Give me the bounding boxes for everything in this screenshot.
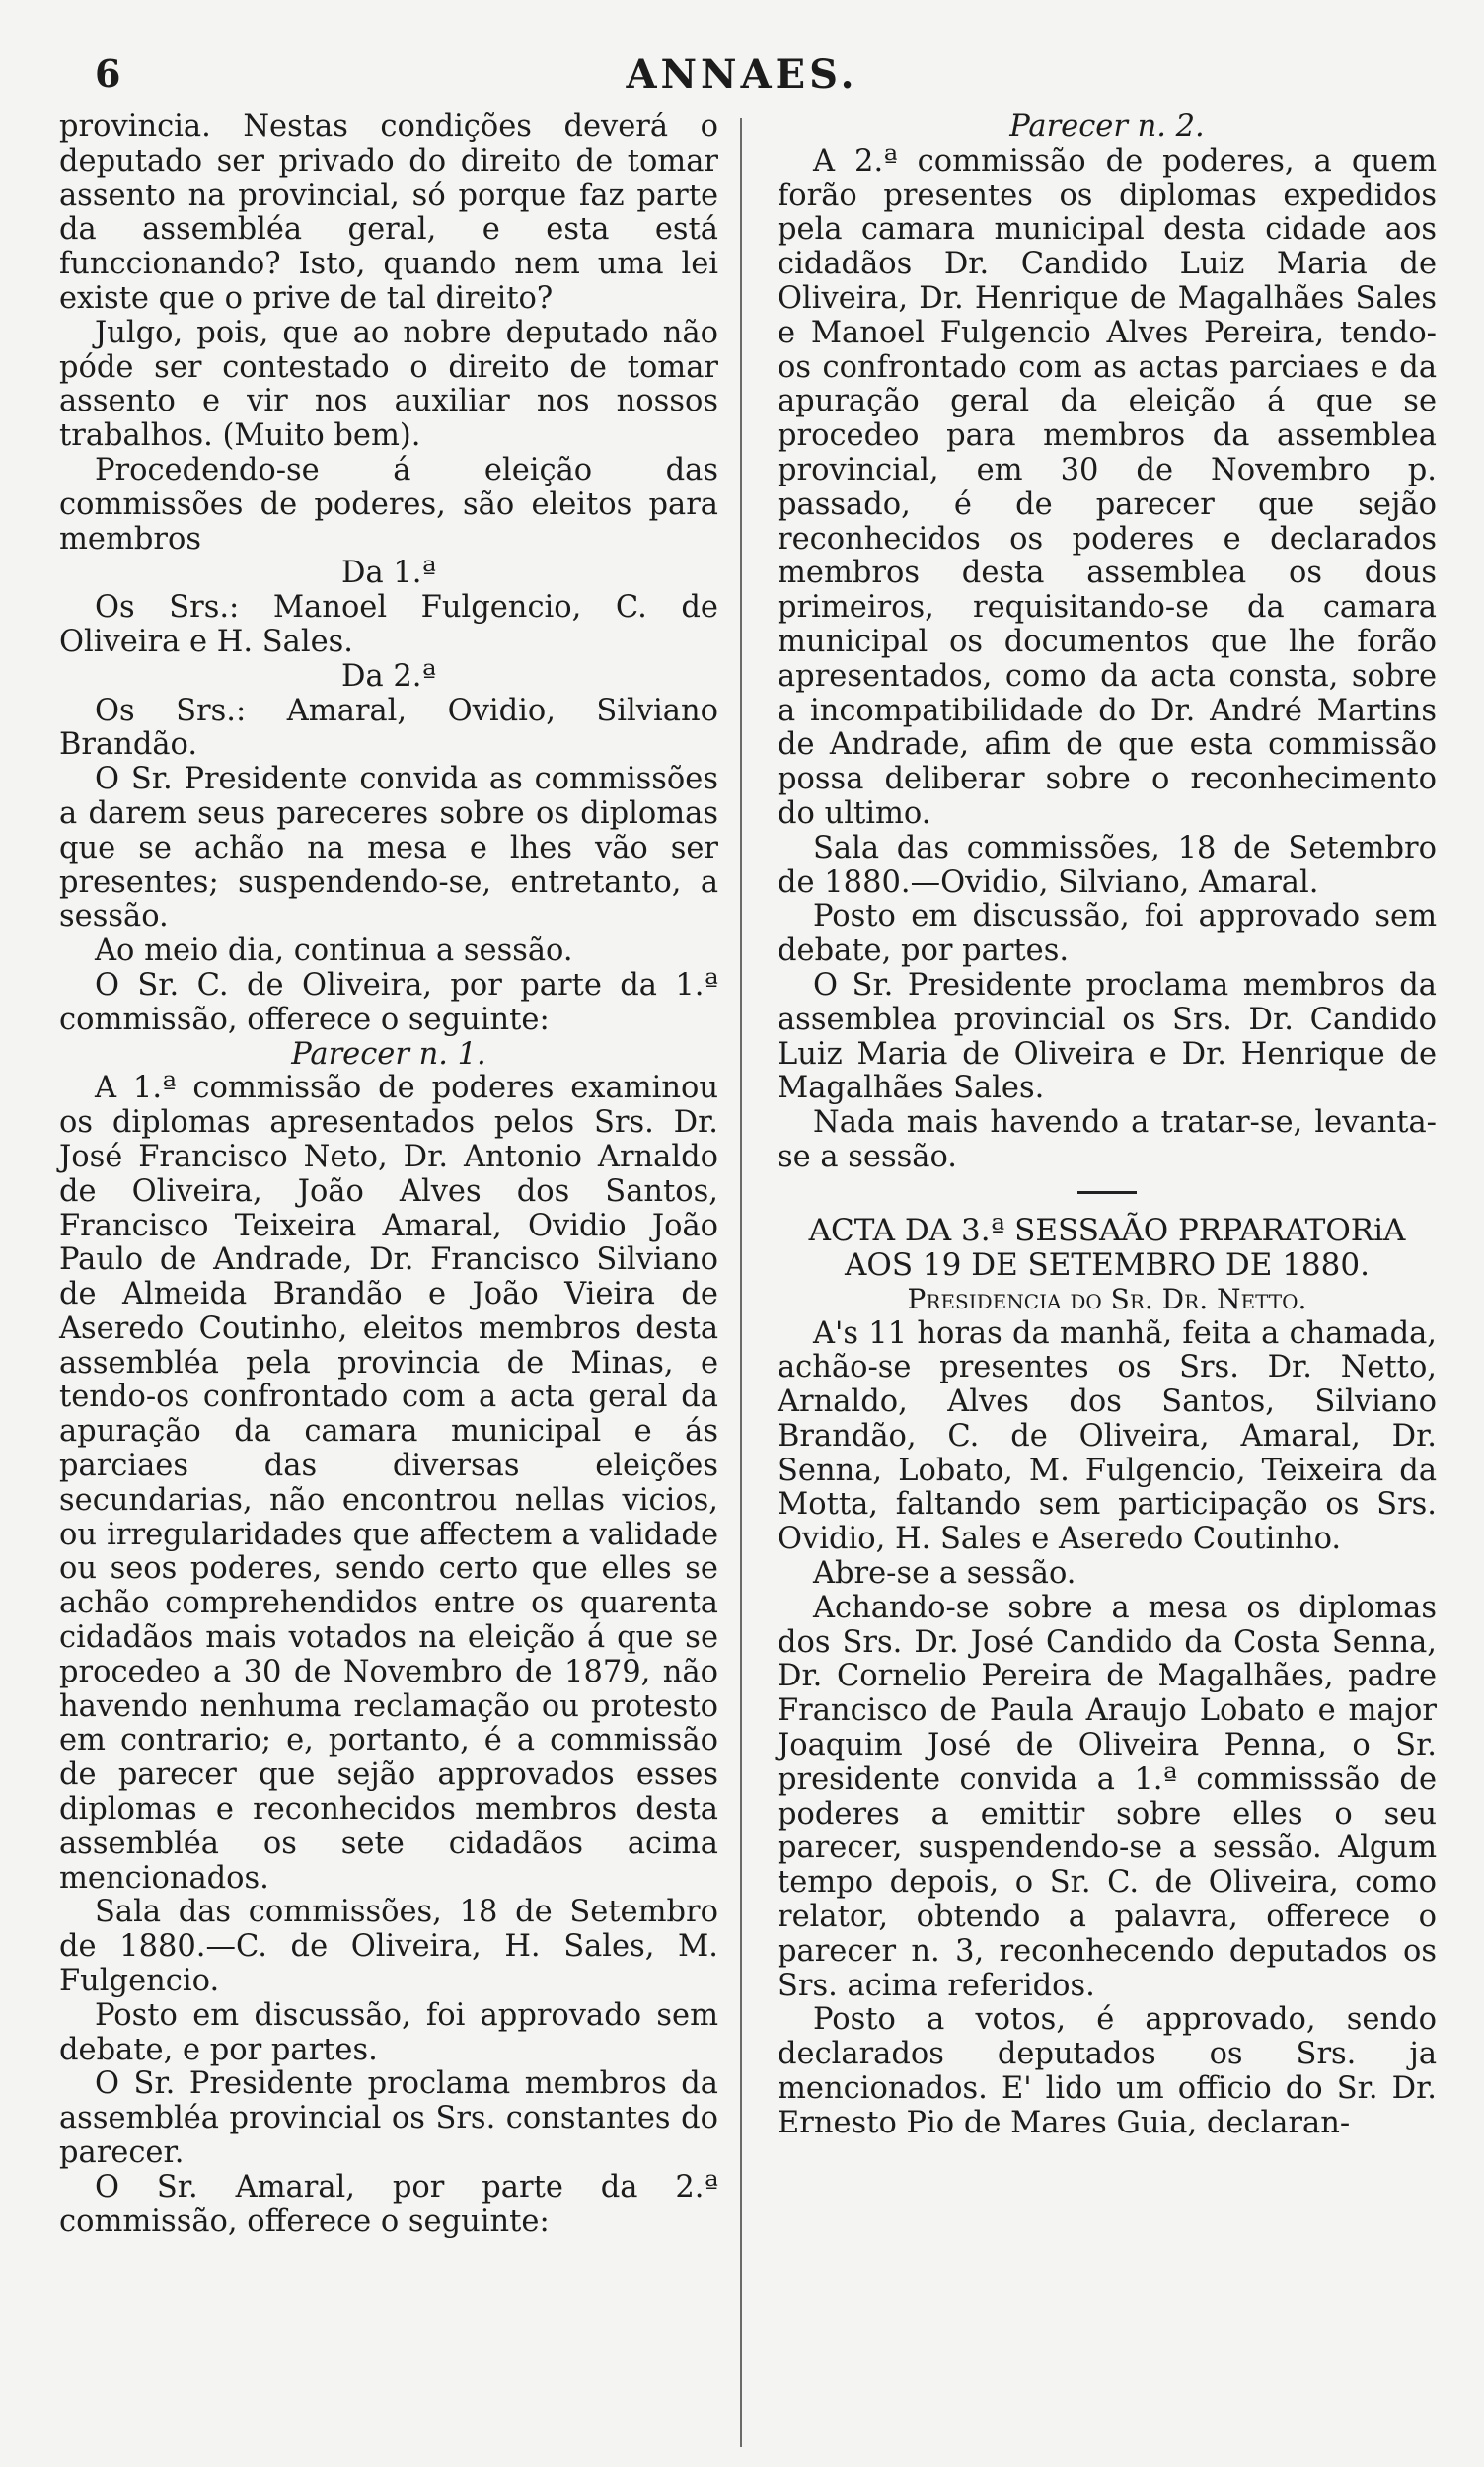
paragraph: Achando-se sobre a mesa os diplomas dos Srs. Dr. José Candido da Costa Senna, Dr. Cornelio Pereira de Magalhães, padre Francisco de Paula Araujo Lobato e major Joaquim José de Oliveira Penna, o Sr. presidente convida a 1.ª commisssão de poderes a emittir sobre elles o seu parecer, suspendendo-se a sessão. Algum tempo depois, o Sr. C. de Oliveira, como relator, obtendo a palavra, offerece o parecer n. 3, reconhecendo deputados os Srs. acima referidos. [778, 1590, 1437, 2003]
paragraph: Posto a votos, é approvado, sendo declarados deputados os Srs. ja mencionados. E' lido um officio do Sr. Dr. Ernesto Pio de Mares Guia, declaran- [778, 2002, 1437, 2140]
paragraph: Procedendo-se á eleição das commissões de poderes, são eleitos para membros [59, 452, 718, 557]
paragraph: Abre-se a sessão. [813, 1556, 1076, 1592]
paragraph: Sala das commissões, 18 de Setembro de 1880.—C. de Oliveira, H. Sales, M. Fulgencio. [59, 1895, 718, 1999]
running-title: ANNAES. [626, 51, 858, 98]
page-number: 6 [95, 51, 121, 96]
paragraph: O Sr. Presidente proclama membros da assembléa provincial os Srs. constantes do parecer. [59, 2066, 718, 2171]
paragraph: Sala das commissões, 18 de Setembro de 1880.—Ovidio, Silviano, Amaral. [778, 830, 1437, 900]
paragraph: O Sr. Amaral, por parte da 2.ª commissão, offerece o seguinte: [59, 2169, 718, 2239]
paragraph: Posto em discussão, foi approvado sem debate, e por partes. [59, 1997, 718, 2067]
section-heading: Parecer n. 1. [291, 1036, 486, 1072]
section-heading: ACTA DA 3.ª SESSAÃO PRPARATORiA AOS 19 DE SETEMBRO DE 1880. [808, 1212, 1406, 1283]
paragraph: A 2.ª commissão de poderes, a quem forão presentes os diplomas expedidos pela camara municipal desta cidade aos cidadãos Dr. Candido Luiz Maria de Oliveira, Dr. Henrique de Magalhães Sales e Manoel Fulgencio Alves Pereira, tendo-os confrontado com as actas parciaes e da apuração geral da eleição á que se procedeo para membros da assemblea provincial, em 30 de Novembro p. passado, é de parecer que sejão reconhecidos os poderes e declarados membros desta assemblea os dous primeiros, requisitando-se da camara municipal os documentos que lhe forão apresentados, como da acta consta, sobre a incompatibilidade do Dr. André Martins de Andrade, afim de que esta commissão possa deliberar sobre o reconhecimento do ultimo. [778, 143, 1437, 831]
paragraph: A 1.ª commissão de poderes examinou os diplomas apresentados pelos Srs. Dr. José Francisco Neto, Dr. Antonio Arnaldo de Oliveira, João Alves dos Santos, Francisco Teixeira Amaral, Ovidio João Paulo de Andrade, Dr. Francisco Silviano de Almeida Brandão e João Vieira de Aseredo Coutinho, eleitos membros desta assembléa pela provincia de Minas, e tendo-os confrontado com a acta geral da apuração da camara municipal e ás parciaes das diversas eleições secundarias, não encontrou nellas vicios, ou irregularidades que affectem a validade ou seos poderes, sendo certo que elles se achão comprehendidos entre os quarenta cidadãos mais votados na eleição á que se procedeo a 30 de Novembro de 1879, não havendo nenhuma reclamação ou protesto em contrario; e, portanto, é a commissão de parecer que sejão approvados esses diplomas e reconhecidos membros desta assembléa os sete cidadãos acima mencionados. [59, 1071, 718, 1896]
paragraph: Os Srs.: Amaral, Ovidio, Silviano Brandão. [59, 693, 718, 763]
section-divider [1077, 1191, 1137, 1194]
page-header [0, 51, 1484, 111]
paragraph: Posto em discussão, foi approvado sem debate, por partes. [778, 899, 1437, 969]
left-column [59, 111, 718, 2239]
paragraph: O Sr. C. de Oliveira, por parte da 1.ª commissão, offerece o seguinte: [59, 967, 718, 1037]
paragraph: O Sr. Presidente proclama membros da assemblea provincial os Srs. Dr. Candido Luiz Maria de Oliveira e Dr. Henrique de Magalhães Sales. [778, 967, 1437, 1106]
paragraph: Os Srs.: Manoel Fulgencio, C. de Oliveira e H. Sales. [59, 590, 718, 659]
subheading: Da 2.ª [341, 658, 436, 694]
column-rule [740, 118, 742, 2447]
paragraph: Nada mais havendo a tratar-se, levanta-se a sessão. [778, 1105, 1437, 1174]
paragraph: A's 11 horas da manhã, feita a chamada, achão-se presentes os Srs. Dr. Netto, Arnaldo, Alves dos Santos, Silviano Brandão, C. de Oliveira, Amaral, Dr. Senna, Lobato, M. Fulgencio, Teixeira da Motta, faltando sem participação os Srs. Ovidio, H. Sales e Aseredo Coutinho. [778, 1315, 1437, 1557]
paragraph: Ao meio dia, continua a sessão. [95, 934, 573, 969]
paragraph: Julgo, pois, que ao nobre deputado não póde ser contestado o direito de tomar assento e vir nos auxiliar nos nossos trabalhos. (Muito bem). [59, 315, 718, 454]
presidency-line: Presidencia do Sr. Dr. Netto. [907, 1282, 1307, 1315]
paragraph: provincia. Nestas condições deverá o deputado ser privado do direito de tomar assento na provincial, só porque faz parte da assembléa geral, e esta está funccionando? Isto, quando nem uma lei existe que o prive de tal direito? [59, 110, 718, 316]
right-column [778, 111, 1437, 2141]
section-heading: Parecer n. 2. [1009, 110, 1205, 144]
paragraph: O Sr. Presidente convida as commissões a darem seus pareceres sobre os diplomas que se achão na mesa e lhes vão ser presentes; suspendendo-se, entretanto, a sessão. [59, 762, 718, 934]
subheading: Da 1.ª [341, 556, 436, 591]
